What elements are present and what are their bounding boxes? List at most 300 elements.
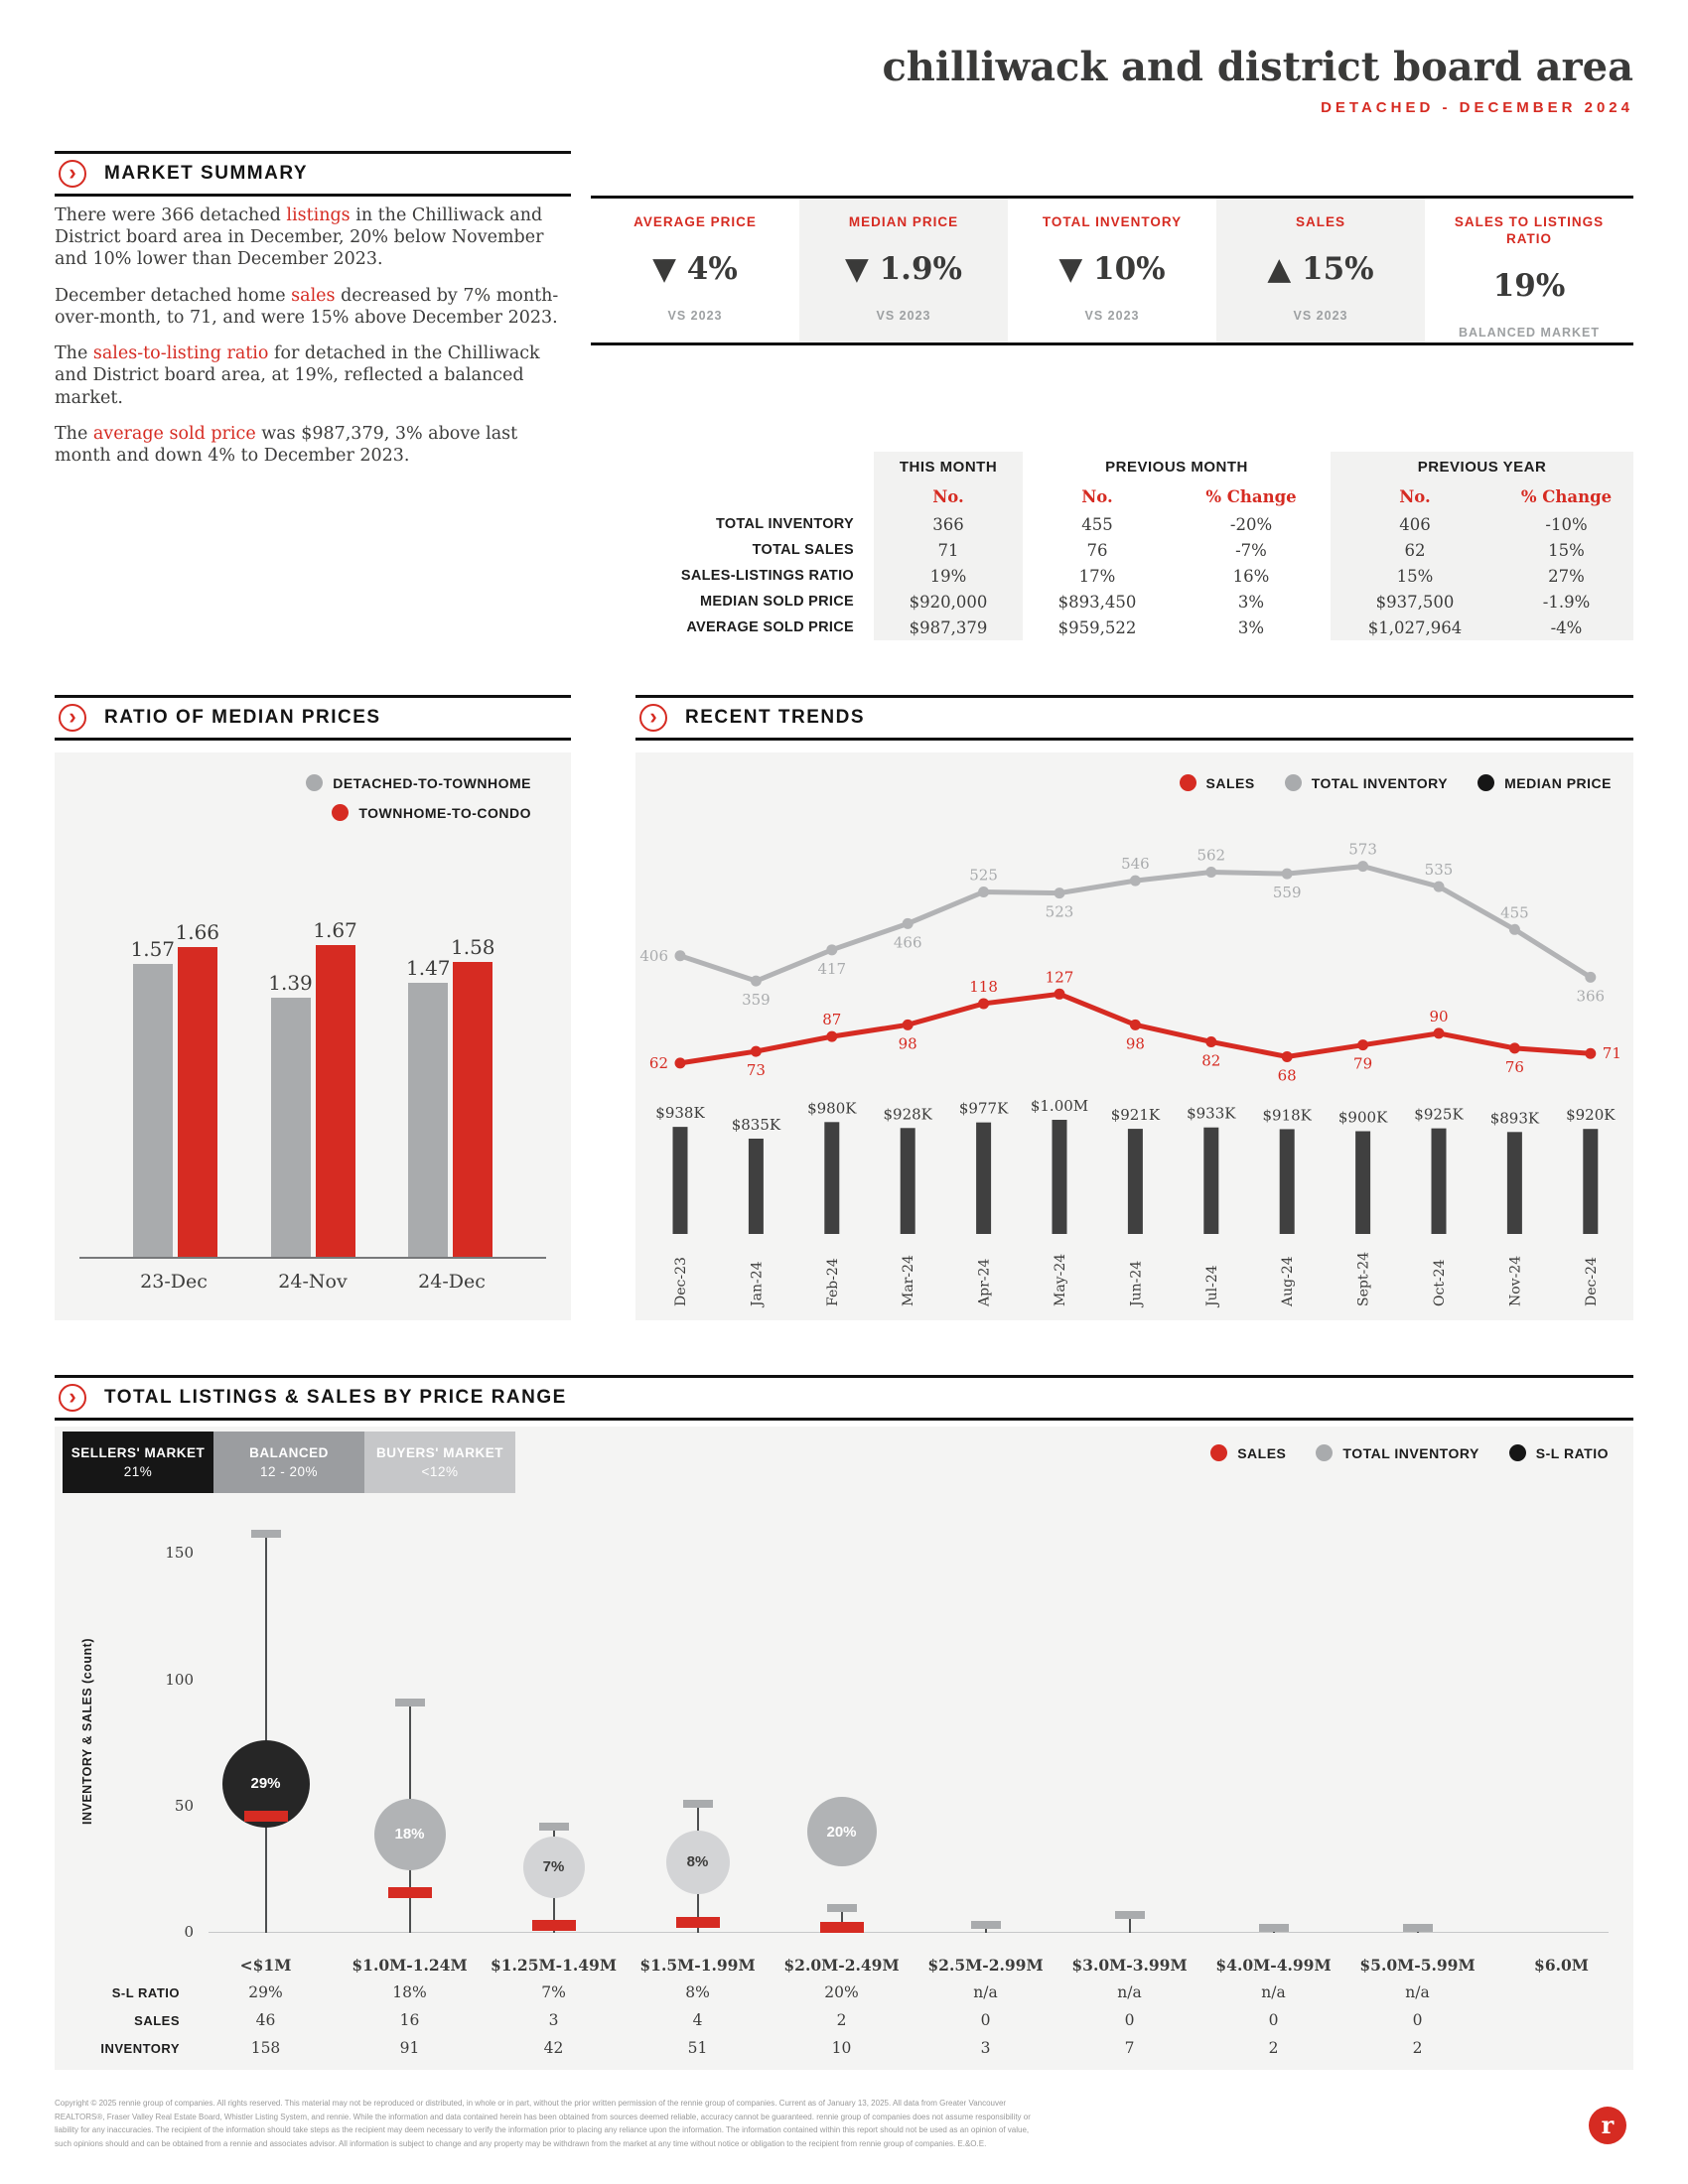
- ratio-section-header: [55, 695, 571, 741]
- legend-label: TOTAL INVENTORY: [1342, 1444, 1479, 1461]
- inventory-point: [675, 950, 686, 961]
- sl-ratio-bubble: 29%: [222, 1740, 310, 1828]
- y-axis-tick: 0: [184, 1923, 194, 1941]
- inventory-marker: [1115, 1911, 1145, 1919]
- col-sub-header: No.: [1331, 481, 1499, 511]
- price-range-header: $6.0M: [1534, 1955, 1589, 1975]
- table-value: 406: [1331, 511, 1499, 537]
- inventory-point: [1509, 924, 1520, 935]
- trends-section-header: [635, 695, 1633, 741]
- x-axis-label: Nov-24: [1507, 1255, 1524, 1306]
- inventory-stem: [265, 1534, 267, 1933]
- price-range-header: $1.5M-1.99M: [639, 1955, 756, 1975]
- y-axis-tick: 50: [174, 1796, 194, 1815]
- inventory-point: [1282, 869, 1293, 880]
- point-value-label: 87: [822, 1011, 842, 1029]
- price-range-header: $4.0M-4.99M: [1215, 1955, 1332, 1975]
- point-value-label: 523: [1045, 902, 1074, 921]
- median-price-bar: [1432, 1129, 1447, 1234]
- table-value: 0: [1412, 2011, 1423, 2029]
- x-axis-label: Feb-24: [824, 1258, 841, 1306]
- point-value-label: 559: [1272, 884, 1302, 902]
- price-range-header: $1.0M-1.24M: [352, 1955, 468, 1975]
- stat-sublabel: VS 2023: [667, 308, 723, 323]
- price-range-header: $2.0M-2.49M: [783, 1955, 900, 1975]
- x-axis-label: Jun-24: [1128, 1260, 1145, 1306]
- point-value-label: 417: [817, 959, 847, 978]
- col-sub-header: No.: [1081, 486, 1113, 506]
- table-value: 91: [399, 2039, 420, 2057]
- sales-marker: [244, 1811, 288, 1822]
- row-label: MEDIAN SOLD PRICE: [700, 594, 854, 610]
- stat-label: SALES TO LISTINGS RATIO: [1454, 214, 1605, 246]
- point-value-label: 79: [1353, 1054, 1373, 1073]
- stat-value: 19%: [1492, 267, 1566, 304]
- table-value: 4: [692, 2011, 703, 2029]
- summary-paragraph: [55, 342, 571, 409]
- stat-sublabel: VS 2023: [1084, 308, 1140, 323]
- row-label: TOTAL SALES: [752, 542, 854, 558]
- point-value-label: 525: [969, 866, 998, 885]
- table-value: 7: [1124, 2039, 1135, 2057]
- price-range-header: $5.0M-5.99M: [1359, 1955, 1476, 1975]
- col-group-header: PREVIOUS MONTH: [1105, 458, 1248, 476]
- sl-ratio-bubble: 7%: [523, 1837, 585, 1898]
- point-value-label: 71: [1602, 1044, 1621, 1063]
- point-value-label: 546: [1121, 855, 1150, 874]
- bar-value-label: $900K: [1337, 1108, 1388, 1127]
- ratio-bar: [268, 971, 313, 1257]
- bar-value-label: $835K: [731, 1115, 781, 1134]
- table-value: -4%: [1499, 614, 1633, 640]
- inventory-point: [978, 887, 989, 897]
- table-value: 0: [980, 2011, 991, 2029]
- table-value: -20%: [1229, 514, 1273, 534]
- table-value: 20%: [824, 1983, 859, 2001]
- row-label: S-L RATIO: [111, 1984, 180, 2000]
- point-value-label: 406: [639, 946, 668, 965]
- table-value: 18%: [392, 1983, 427, 2001]
- ratio-bar-chart: [79, 767, 546, 1259]
- stat-label: SALES: [1295, 214, 1345, 229]
- sales-point: [903, 1020, 914, 1030]
- legend-dot-icon: [1477, 774, 1494, 791]
- sales-point: [1055, 989, 1065, 1000]
- inventory-point: [1434, 882, 1445, 892]
- table-value: n/a: [973, 1983, 998, 2001]
- x-axis-label: Dec-23: [673, 1257, 689, 1306]
- stat-box: [1425, 199, 1633, 342]
- summary-table: [635, 452, 1633, 640]
- x-axis-label: 23-Dec: [140, 1271, 208, 1293]
- table-value: 0: [1268, 2011, 1279, 2029]
- inventory-marker: [683, 1800, 713, 1808]
- point-value-label: 62: [648, 1053, 668, 1072]
- price-range-header: <$1M: [239, 1955, 292, 1975]
- bar-value-label: 1.58: [450, 935, 495, 959]
- inventory-point: [751, 976, 762, 987]
- legend-label: SALES: [1205, 774, 1255, 791]
- bar-value-label: 1.47: [405, 956, 451, 980]
- section-title: RATIO OF MEDIAN PRICES: [104, 707, 381, 728]
- stat-value: ▼ 1.9%: [844, 250, 963, 287]
- table-value: 19%: [874, 563, 1023, 589]
- sales-marker: [532, 1920, 576, 1931]
- inventory-point: [903, 918, 914, 929]
- footer-disclaimer: Copyright © 2025 rennie group of companies. All rights reserved. This material may not be reproduced or distributed, in whole or in part, without the prior written permission of the rennie group of companies. Current as of January 13, 2025. All data from Greater Vancouver REALTORS®, Fraser Valley Real Estate Board, Whistler Listing System, and rennie. While the information and data contained herein has been obtained from sources deemed reliable, accuracy cannot be guaranteed. rennie group of companies does not assume responsibility or liability for any inaccuracies. The recipient of the information should take steps as the recipient may deem necessary to verify the information prior to placing any reliance upon the information. The information contained within this report should not be used as an opinion of value, such opinions should and can be obtained from a rennie and associates advisor. All information is subject to change and any property may be withdrawn from the market at any time without notice or obligation to the recipient from rennie group of companies. E.&O.E.: [55, 2099, 1031, 2148]
- table-value: 15%: [1331, 563, 1499, 589]
- median-price-bar: [1128, 1129, 1143, 1234]
- text-segment: for detached in the Chilliwack and District board area, at 19%, reflected a balanced market.: [55, 343, 540, 408]
- median-price-bar: [1355, 1132, 1370, 1235]
- rennie-logo: [1589, 2107, 1626, 2144]
- x-axis-label: Sept-24: [1355, 1251, 1372, 1306]
- table-value: n/a: [1261, 1983, 1286, 2001]
- inventory-point: [1130, 876, 1141, 887]
- ratio-bar: [175, 920, 220, 1257]
- stat-box: [1008, 199, 1216, 342]
- table-corner: [635, 452, 874, 481]
- median-price-bar: [976, 1123, 991, 1234]
- section-arrow-icon: ›: [639, 704, 667, 732]
- table-value: 27%: [1499, 563, 1633, 589]
- legend-label: S-L RATIO: [1535, 1444, 1609, 1461]
- section-arrow-icon: ›: [59, 704, 86, 732]
- table-value: 76: [1086, 540, 1108, 560]
- stats-row: [591, 196, 1633, 345]
- section-title: TOTAL LISTINGS & SALES BY PRICE RANGE: [104, 1387, 567, 1408]
- stat-label: TOTAL INVENTORY: [1042, 214, 1183, 229]
- point-value-label: 76: [1504, 1057, 1524, 1076]
- x-axis-label: Oct-24: [1432, 1259, 1448, 1306]
- table-value: $893,450: [1057, 592, 1137, 612]
- legend-label: SALES: [1237, 1444, 1287, 1461]
- table-value: 8%: [685, 1983, 710, 2001]
- text-segment: sales-to-listing ratio: [92, 343, 269, 364]
- legend-label: MEDIAN PRICE: [1504, 774, 1612, 791]
- inventory-marker: [1403, 1924, 1433, 1932]
- table-value: $987,379: [874, 614, 1023, 640]
- sl-ratio-bubble: 18%: [374, 1799, 446, 1870]
- sales-point: [1434, 1027, 1445, 1038]
- point-value-label: 118: [969, 977, 998, 996]
- page-title: chilliwack and district board area: [882, 44, 1633, 90]
- bar-value-label: $918K: [1262, 1106, 1312, 1125]
- bar-value-label: $928K: [883, 1105, 932, 1124]
- table-value: $959,522: [1057, 617, 1137, 637]
- ratio-bar: [130, 937, 176, 1257]
- table-value: [1489, 2006, 1633, 2034]
- summary-paragraph: [55, 423, 571, 467]
- stat-sublabel: BALANCED MARKET: [1458, 325, 1601, 340]
- table-value: 0: [1124, 2011, 1135, 2029]
- table-value: 3: [980, 2039, 991, 2057]
- inventory-marker: [251, 1530, 281, 1538]
- legend-label: TOWNHOME-TO-CONDO: [358, 804, 531, 821]
- table-value: 3%: [1237, 592, 1265, 612]
- x-axis-label: 24-Nov: [278, 1271, 348, 1293]
- zone-label: BUYERS' MARKET: [376, 1445, 503, 1460]
- trends-chart-panel: [635, 752, 1633, 1320]
- sales-point: [1509, 1042, 1520, 1053]
- median-price-bar: [673, 1127, 688, 1234]
- median-price-bar: [1203, 1128, 1218, 1234]
- bar-group: [130, 920, 220, 1257]
- legend-dot-icon: [1180, 774, 1196, 791]
- point-value-label: 573: [1348, 840, 1377, 859]
- legend-item: [1477, 774, 1612, 791]
- bar-value-label: $977K: [958, 1099, 1009, 1118]
- section-title: MARKET SUMMARY: [104, 163, 309, 184]
- zone-label: SELLERS' MARKET: [70, 1445, 206, 1460]
- legend-label: DETACHED-TO-TOWNHOME: [333, 774, 531, 791]
- ratio-bar: [405, 956, 451, 1257]
- point-value-label: 68: [1277, 1066, 1297, 1085]
- row-label: SALES-LISTINGS RATIO: [680, 568, 854, 584]
- bar-value-label: 1.39: [268, 971, 313, 995]
- x-axis-label: 24-Dec: [418, 1271, 486, 1293]
- inventory-point: [1585, 972, 1596, 983]
- sl-ratio-bubble: 8%: [666, 1831, 730, 1894]
- text-segment: listings: [286, 205, 351, 225]
- zone-range: 21%: [123, 1464, 153, 1479]
- bar-value-label: $925K: [1414, 1105, 1464, 1124]
- point-value-label: 562: [1196, 846, 1226, 865]
- table-value: 10: [831, 2039, 852, 2057]
- point-value-label: 90: [1429, 1007, 1449, 1025]
- price-range-header: $2.5M-2.99M: [927, 1955, 1044, 1975]
- summary-paragraph: [55, 205, 571, 271]
- inventory-marker: [971, 1921, 1001, 1929]
- zone-range: 12 - 20%: [259, 1464, 319, 1479]
- table-value: 3: [548, 2011, 559, 2029]
- inventory-point: [1205, 867, 1216, 878]
- stat-value: ▼ 10%: [1058, 250, 1166, 287]
- table-value: n/a: [1117, 1983, 1142, 2001]
- text-segment: was $987,379, 3% above last month and down 4% to December 2023.: [55, 423, 518, 466]
- table-value: 2: [1268, 2039, 1279, 2057]
- legend-label: TOTAL INVENTORY: [1311, 774, 1449, 791]
- stat-sublabel: VS 2023: [876, 308, 931, 323]
- ratio-bar: [450, 935, 495, 1257]
- x-axis-label: Mar-24: [901, 1255, 917, 1306]
- table-value: 46: [255, 2011, 276, 2029]
- point-value-label: 359: [742, 991, 771, 1010]
- text-segment: The: [55, 423, 93, 444]
- table-value: 62: [1331, 537, 1499, 563]
- market-summary-text: [55, 205, 571, 480]
- trends-chart: [635, 812, 1633, 1313]
- text-segment: December detached home: [55, 285, 292, 306]
- stat-box: [799, 199, 1008, 342]
- table-value: 15%: [1499, 537, 1633, 563]
- bar-value-label: $893K: [1489, 1109, 1540, 1128]
- bar-value-label: $920K: [1566, 1106, 1616, 1125]
- bar-value-label: $980K: [807, 1099, 857, 1118]
- col-group-header: THIS MONTH: [874, 452, 1023, 481]
- bar-value-label: $933K: [1187, 1104, 1236, 1123]
- ratio-bar: [313, 918, 357, 1257]
- stat-value: ▼ 4%: [652, 250, 738, 287]
- table-value: 2: [1412, 2039, 1423, 2057]
- summary-paragraph: [55, 285, 571, 329]
- median-price-bar: [1583, 1129, 1598, 1234]
- inventory-point: [826, 944, 837, 955]
- table-value: 16%: [1232, 566, 1270, 586]
- median-price-bar: [824, 1122, 839, 1234]
- sales-point: [978, 998, 989, 1009]
- sales-point: [1585, 1048, 1596, 1059]
- price-range-section-header: [55, 1375, 1633, 1421]
- text-segment: sales: [291, 285, 336, 306]
- x-axis-label: Aug-24: [1280, 1256, 1297, 1306]
- inventory-marker: [395, 1699, 425, 1706]
- legend-dot-icon: [1285, 774, 1302, 791]
- market-summary-header: [55, 151, 571, 197]
- sales-point: [751, 1046, 762, 1057]
- trends-chart-legend: [1180, 774, 1613, 791]
- section-arrow-icon: ›: [59, 1384, 86, 1412]
- x-axis-label: Apr-24: [976, 1258, 993, 1306]
- bar-value-label: 1.57: [130, 937, 176, 961]
- table-corner: [55, 1951, 194, 1979]
- logo-letter: r: [1601, 2111, 1615, 2139]
- table-value: 29%: [248, 1983, 283, 2001]
- bar-value-label: $921K: [1110, 1106, 1161, 1125]
- stat-sublabel: VS 2023: [1293, 308, 1348, 323]
- point-value-label: 98: [1125, 1034, 1145, 1053]
- table-value: 71: [874, 537, 1023, 563]
- col-group-header: PREVIOUS YEAR: [1331, 452, 1633, 481]
- x-axis-label: Dec-24: [1583, 1257, 1600, 1306]
- point-value-label: 98: [898, 1034, 917, 1053]
- x-axis-line: [209, 1932, 1609, 1933]
- table-value: 17%: [1078, 566, 1116, 586]
- sl-ratio-bubble: 20%: [807, 1797, 877, 1866]
- sales-marker: [388, 1887, 432, 1898]
- y-axis-tick: 100: [165, 1670, 194, 1689]
- table-value: 455: [1081, 514, 1113, 534]
- table-value: -7%: [1235, 540, 1267, 560]
- table-value: $920,000: [874, 589, 1023, 614]
- median-price-bar: [1053, 1120, 1067, 1234]
- price-range-header: $1.25M-1.49M: [490, 1955, 618, 1975]
- table-value: -10%: [1499, 511, 1633, 537]
- zone-range: <12%: [421, 1464, 459, 1479]
- bar-group: [268, 918, 357, 1257]
- y-axis-label: INVENTORY & SALES (count): [80, 1638, 94, 1825]
- table-value: 366: [874, 511, 1023, 537]
- table-value: 16: [399, 2011, 420, 2029]
- page-subtitle: DETACHED - DECEMBER 2024: [1321, 99, 1633, 116]
- legend-item: [1285, 774, 1448, 791]
- price-range-header: $3.0M-3.99M: [1071, 1955, 1188, 1975]
- x-axis-label: May-24: [1053, 1253, 1068, 1306]
- table-value: 2: [836, 2011, 847, 2029]
- sales-marker: [820, 1922, 864, 1933]
- table-value: n/a: [1405, 1983, 1430, 2001]
- median-price-bar: [749, 1139, 764, 1234]
- col-sub-header: No.: [874, 481, 1023, 511]
- ratio-x-labels: [79, 1271, 546, 1293]
- point-value-label: 466: [893, 933, 922, 952]
- ratio-chart-panel: [55, 752, 571, 1320]
- median-price-bar: [1507, 1132, 1522, 1234]
- table-corner: [635, 481, 874, 511]
- sales-point: [1282, 1051, 1293, 1062]
- bar-value-label: 1.66: [175, 920, 220, 944]
- bar-value-label: $1.00M: [1030, 1097, 1089, 1115]
- table-value: 51: [687, 2039, 708, 2057]
- price-range-table: [55, 1951, 1633, 2062]
- section-title: RECENT TRENDS: [685, 707, 866, 728]
- text-segment: The: [55, 343, 93, 364]
- sales-marker: [676, 1917, 720, 1928]
- sales-point: [1130, 1020, 1141, 1030]
- text-segment: decreased by 7% month-over-month, to 71, and were 15% above December 2023.: [55, 285, 559, 328]
- inventory-point: [1055, 887, 1065, 898]
- table-value: [1489, 2034, 1633, 2062]
- stat-label: AVERAGE PRICE: [633, 214, 757, 229]
- inventory-point: [1357, 861, 1368, 872]
- point-value-label: 366: [1576, 987, 1606, 1006]
- table-value: 158: [250, 2039, 281, 2057]
- table-value: -1.9%: [1499, 589, 1633, 614]
- sales-point: [675, 1057, 686, 1068]
- point-value-label: 127: [1045, 968, 1074, 987]
- point-value-label: 73: [746, 1061, 766, 1080]
- table-value: 7%: [541, 1983, 566, 2001]
- text-segment: in the Chilliwack and District board area in December, 20% below November and 10% lower than December 2023.: [55, 205, 544, 270]
- table-value: 3%: [1237, 617, 1265, 637]
- table-value: $937,500: [1331, 589, 1499, 614]
- text-segment: There were 366 detached: [55, 205, 287, 225]
- x-axis-label: Jul-24: [1203, 1265, 1220, 1306]
- price-range-panel: [55, 1427, 1633, 2070]
- median-price-bar: [1280, 1129, 1295, 1234]
- legend-item: [1180, 774, 1255, 791]
- stat-box: [591, 199, 799, 342]
- row-label: AVERAGE SOLD PRICE: [686, 619, 854, 635]
- row-label: INVENTORY: [100, 2040, 180, 2056]
- median-price-bar: [901, 1128, 915, 1234]
- stat-value: ▲ 15%: [1267, 250, 1374, 287]
- inventory-marker: [1259, 1924, 1289, 1932]
- y-axis-tick: 150: [165, 1544, 194, 1563]
- section-arrow-icon: ›: [59, 160, 86, 188]
- row-label: SALES: [134, 2012, 180, 2028]
- sales-point: [1357, 1039, 1368, 1050]
- text-segment: average sold price: [92, 423, 256, 444]
- table-value: 42: [543, 2039, 564, 2057]
- point-value-label: 82: [1201, 1051, 1221, 1070]
- col-sub-header: % Change: [1499, 481, 1633, 511]
- bar-group: [405, 935, 495, 1257]
- col-sub-header: % Change: [1205, 486, 1297, 506]
- stat-box: [1216, 199, 1425, 342]
- sales-point: [826, 1031, 837, 1042]
- inventory-marker: [827, 1904, 857, 1912]
- point-value-label: 535: [1424, 861, 1454, 880]
- bar-value-label: 1.67: [313, 918, 357, 942]
- inventory-marker: [539, 1823, 569, 1831]
- stat-label: MEDIAN PRICE: [848, 214, 959, 229]
- table-value: [1489, 1979, 1633, 2006]
- x-axis-label: Jan-24: [749, 1261, 766, 1306]
- row-label: TOTAL INVENTORY: [715, 516, 854, 532]
- table-value: $1,027,964: [1331, 614, 1499, 640]
- zone-label: BALANCED: [249, 1445, 329, 1460]
